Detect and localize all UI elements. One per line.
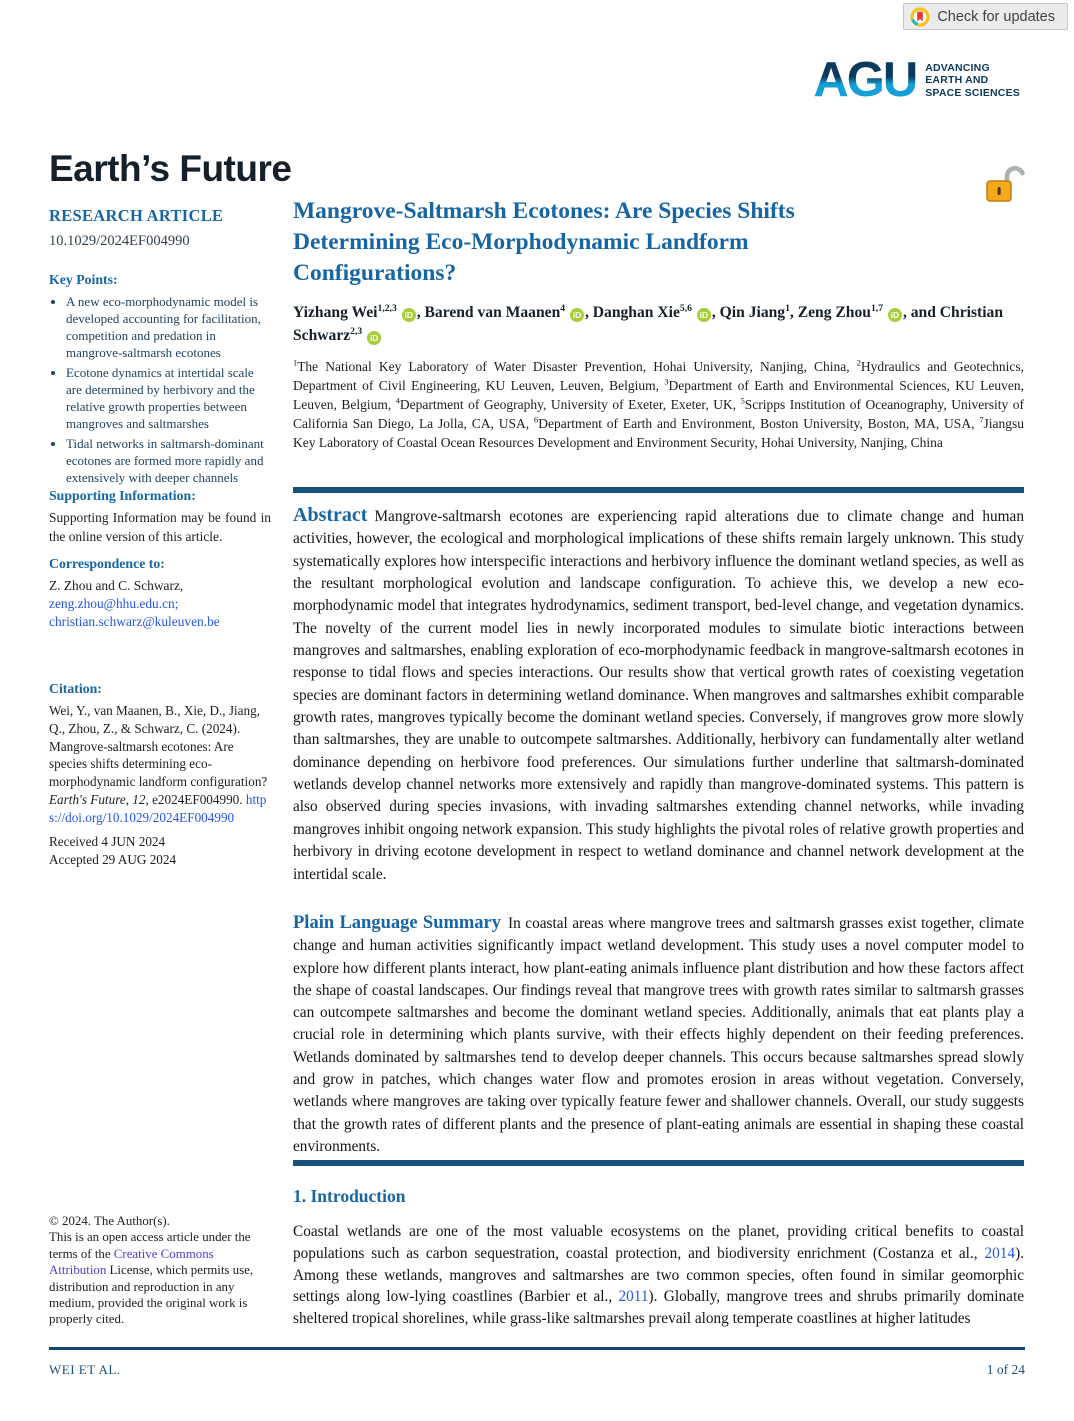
text-segment: , e2024EF004990.: [145, 791, 246, 807]
key-point-item: • A new eco-morphodynamic model is developed accounting for facilitation, competition and predation in mangrove-saltmarsh ecotones: [66, 293, 271, 361]
text-segment: [883, 304, 887, 321]
text-segment: Department of Earth and Environmental Sciences, KU Leuven, Leuven, Belgium,: [293, 377, 1024, 412]
inline-link[interactable]: Creative Commons Attribution: [49, 1246, 214, 1278]
text-segment: , Barend van Maanen: [416, 304, 561, 321]
abstract-text: Mangrove-saltmarsh ecotones are experiencing rapid alterations due to climate change and human activities, however, the ecological and morphological implications of these shifts remain largely unknown. This study systematically explores how interspecific interactions and herbivory influence the dominant wetland species, as well as the resultant morphological evolution and landscape configuration. To achieve this, we develop a new eco-morphodynamic model that integrates hydrodynamics, sediment transport, bed-level change, and vegetation dynamics. The novelty of the current model lies in newly incorporated modules to simulate biotic interactions between mangroves and saltmarshes, enabling exploration of eco-morphodynamic feedback in mangrove-saltmarsh ecotones in response to tidal flows and species interactions. Our results show that vertical growth rates of coexisting vegetation species are dominant factors in determining wetland dominance. When mangroves and saltmarshes exhibit comparable growth rates, mangroves typically become the dominant wetland species. Conversely, if mangroves grow more slowly than saltmarshes, they are unable to outcompete saltmarshes. Additionally, herbivory can fundamentally alter wetland dominance depending on herbivore food preferences. Our simulations further underline that saltmarsh-dominated wetlands develop channel networks more extensively and rapidly than mangrove-dominated systems. This pattern is also observed during species invasions, with invading saltmarshes extending channel networks, while invading mangroves inhibit ongoing network expansion. This study highlights the pivotal roles of relative growth properties and herbivory in driving ecotone development in respect to wetland dominance and channel network development at the intertidal scale.: [293, 508, 1024, 883]
key-points-list: [49, 293, 271, 486]
text-segment: Yizhang Wei: [293, 304, 378, 321]
text-segment: Department of Geography, University of Exeter, Exeter, UK,: [399, 396, 741, 412]
text-segment: [362, 327, 366, 344]
dates-section: [49, 833, 271, 869]
agu-tagline-line: ADVANCING: [925, 61, 990, 74]
footer-running-head: WEI ET AL.: [49, 1362, 121, 1377]
author-list: [293, 301, 1024, 347]
inline-link[interactable]: 2011: [618, 1288, 649, 1306]
correspondence-email-link[interactable]: zeng.zhou@hhu.edu.cn;: [49, 596, 179, 611]
plain-language-summary-label: Plain Language Summary: [293, 913, 502, 933]
article-title-line: Determining Eco-Morphodynamic Landform: [293, 229, 749, 255]
agu-tagline-line: EARTH AND: [925, 74, 989, 87]
text-segment: [565, 304, 569, 321]
check-for-updates-label: Check for updates: [937, 8, 1055, 25]
abstract-section: [293, 504, 1024, 886]
key-points-heading: Key Points:: [49, 272, 118, 287]
article-title-line: Configurations?: [293, 260, 457, 286]
introduction-heading: 1. Introduction: [293, 1186, 406, 1206]
copyright-section: [49, 1213, 271, 1328]
plain-language-summary-text: In coastal areas where mangrove trees and saltmarsh grasses exist together, climate change and human activities significantly impact wetland development. This study uses a novel computer model to explore how different plants interact, how plant-eating animals influence plant distribution and how these factors affect the shape of coastal landscapes. Our findings reveal that mangrove trees with growth rates similar to saltmarsh grasses can outcompete saltmarshes and become the dominant wetland species. Additionally, animals that eat plants play a crucial role in determining which plants survive, with their effects highly dependent on their feeding preferences. Wetlands dominated by saltmarshes tend to develop deeper channels. This occurs because saltmarshes spread slowly and grow in patches, which changes water flow and promotes erosion in areas without vegetation. Conversely, wetlands where mangroves are taking over typically feature fewer and shallower channels. Overall, our study suggests that the growth rates of different plants and the presence of plant-eating animals are essential in shaping these coastal environments.: [293, 915, 1025, 1155]
correspondence-email-link[interactable]: christian.schwarz@kuleuven.be: [49, 614, 220, 629]
correspondence-heading: Correspondence to:: [49, 556, 165, 571]
inline-link[interactable]: https://doi.org/10.1029/2024EF004990: [49, 791, 267, 825]
article-title-line: Mangrove-Saltmarsh Ecotones: Are Species Shifts: [293, 198, 795, 224]
superscript: 1: [785, 302, 790, 314]
orcid-icon[interactable]: iD: [697, 308, 711, 322]
superscript: 4: [395, 396, 400, 406]
text-segment: Wei, Y., van Maanen, B., Xie, D., Jiang, Q., Zhou, Z., & Schwarz, C. (2024). Mangrove-saltmarsh ecotones: Are species shifts determining eco-morphodynamic landform configuration?: [49, 703, 268, 790]
article-title: [293, 196, 1024, 289]
text-segment: , Danghan Xie: [584, 304, 680, 321]
section-divider-bar: [293, 1160, 1024, 1166]
section-divider-bar: [293, 487, 1024, 493]
superscript: 4: [560, 302, 566, 314]
text-segment: ). Globally, mangrove trees and shrubs primarily dominate sheltered tropical shorelines, while grass-like saltmarshes prevail along temperate coastlines at higher latitudes: [293, 1288, 1024, 1328]
article-type-label: RESEARCH ARTICLE: [49, 206, 224, 225]
text-segment: ). Among these wetlands, mangroves and saltmarshes are two common species, often found in similar geomorphic settings along low-lying coastlines (Barbier et al.,: [293, 1244, 1024, 1306]
orcid-icon[interactable]: iD: [888, 308, 902, 322]
orcid-icon[interactable]: iD: [367, 331, 381, 345]
supporting-information-body: Supporting Information may be found in the online version of this article.: [49, 510, 271, 544]
abstract-label: Abstract: [293, 504, 368, 526]
key-points-section: [49, 272, 271, 489]
text-segment: ,: [125, 791, 133, 807]
superscript: 2: [856, 358, 861, 368]
correspondence-section: [49, 556, 271, 631]
italic-text: 12: [132, 791, 146, 807]
key-point-item: • Ecotone dynamics at intertidal scale are determined by herbivory and the relative growth properties between mangroves and saltmarshes: [66, 364, 271, 432]
orcid-icon[interactable]: iD: [402, 308, 416, 322]
citation-heading: Citation:: [49, 681, 102, 696]
italic-text: Earth's Future: [49, 791, 126, 807]
key-point-item: • Tidal networks in saltmarsh-dominant ecotones are formed more rapidly and extensively with deeper channels: [66, 435, 271, 486]
supporting-information-heading: Supporting Information:: [49, 488, 196, 503]
journal-wordmark: Earth’s Future: [49, 148, 292, 189]
plain-language-summary-section: [293, 912, 1024, 1158]
footer-page-number: 1 of 24: [986, 1362, 1025, 1377]
text-segment: This is an open access article under the terms of the: [49, 1230, 251, 1261]
text-segment: Scripps Institution of Oceanography, University of California San Diego, La Jolla, CA, USA,: [293, 396, 1024, 431]
text-segment: [397, 304, 401, 321]
accepted-date: Accepted 29 AUG 2024: [49, 852, 177, 867]
copyright-line: © 2024. The Author(s).: [49, 1214, 170, 1228]
received-date: Received 4 JUN 2024: [49, 834, 166, 849]
text-segment: Department of Earth and Environment, Boston University, Boston, MA, USA,: [538, 415, 980, 431]
superscript: 7: [979, 415, 984, 425]
agu-logo: [813, 53, 1020, 107]
supporting-information-section: [49, 488, 271, 546]
superscript: 1,7: [870, 302, 884, 314]
text-segment: , Zeng Zhou: [789, 304, 871, 321]
agu-logo-text: AGU: [813, 53, 917, 107]
agu-tagline-line: SPACE SCIENCES: [925, 86, 1020, 99]
superscript: 1,2,3: [377, 302, 397, 314]
superscript: 5: [740, 396, 745, 406]
inline-link[interactable]: 2014: [984, 1244, 1016, 1262]
affiliations: [293, 358, 1024, 453]
text-segment: Hydraulics and Geotechnics, Department of Civil Engineering, KU Leuven, Leuven, Belgium,: [293, 359, 1024, 393]
article-doi: 10.1029/2024EF004990: [49, 233, 190, 249]
text-segment: , Qin Jiang: [711, 304, 786, 321]
text-segment: Jiangsu Key Laboratory of Coastal Ocean Resources Development and Environment Security, Hohai University, Nanjing, China: [293, 415, 1024, 450]
check-updates-icon: [910, 7, 930, 27]
text-segment: , and Christian Schwarz: [293, 304, 1004, 344]
license-text: [49, 1229, 271, 1327]
correspondence-names: Z. Zhou and C. Schwarz,: [49, 578, 184, 593]
citation-section: [49, 681, 271, 827]
agu-logo-tagline: [925, 62, 1020, 100]
text-segment: Coastal wetlands are one of the most valuable ecosystems on the planet, providing critical benefits to coastal populations such as carbon sequestration, coastal protection, and biodiversity enrichment (Costanza et al.,: [293, 1223, 1024, 1262]
superscript: 1: [293, 358, 298, 368]
text-segment: License, which permits use, distribution and reproduction in any medium, provided the original work is properly cited.: [49, 1263, 254, 1327]
citation-text: [49, 702, 271, 827]
text-segment: [692, 304, 696, 321]
superscript: 3: [664, 377, 669, 387]
check-for-updates-button[interactable]: [903, 3, 1068, 30]
superscript: 2,3: [350, 325, 363, 337]
introduction-paragraph: [293, 1221, 1024, 1330]
orcid-icon[interactable]: iD: [570, 308, 584, 322]
footer-rule: [49, 1347, 1025, 1350]
superscript: 5,6: [679, 302, 692, 314]
text-segment: The National Key Laboratory of Water Disaster Prevention, Hohai University, Nanjing, China,: [297, 359, 857, 374]
superscript: 6: [534, 415, 539, 425]
